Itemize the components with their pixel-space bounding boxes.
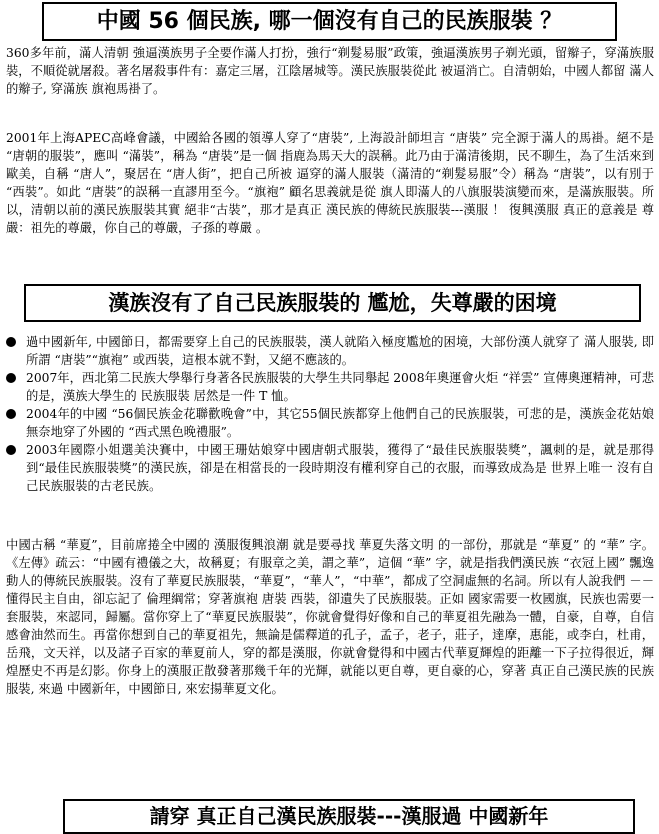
bullet-list — [6, 333, 654, 495]
bullet-dot-icon — [6, 445, 16, 455]
tangzhuang-paragraph: 2001年上海APEC高峰會議，中國給各國的領導人穿了“唐裝”, 上海設計師坦言 “唐裝” 完全源于滿人的馬褂。絕不是 “唐朝的服裝”，應叫 “滿裝”，稱為 “唐裝”是一個 指鹿為馬天大的誤稱。此乃由于滿清後期，民不聊生，為了生活來到歐美，自稱 “唐人”，聚居在 “唐人街”，把自己所被 逼穿的滿人服裝（滿清的“剃髮易服”令）稱為 “唐裝”，以有別于 “西裝”。如此 “唐裝”的誤稱一直謬用至今。“旗袍” 顧名思義就是從 旗人即滿人的八旗服裝演變而來，是滿族服裝。所以，清朝以前的漢民族服裝其實 絕非“古裝”，那才是真正 漢民族的傳統民族服裝---漢服 ！ 復興漢服 真正的意義是 尊嚴：祖先的尊嚴，你自己的尊嚴，子孫的尊嚴 。 — [6, 131, 654, 235]
bullet-dot-icon — [6, 373, 16, 383]
main-title: 中國 56 個民族, 哪一個沒有自己的民族服裝 ？ — [42, 2, 617, 41]
bullet-text: 2004年的中國 “56個民族金花聯歡晚會”中，其它55個民族都穿上他們自己的民族服裝，可悲的是，漢族金花姑娘 無奈地穿了外國的 “西式黑色晚禮服”。 — [26, 407, 654, 439]
bullet-item-56-nations-gala — [6, 405, 654, 441]
closing-title: 請穿 真正自己漢民族服裝---漢服過 中國新年 — [63, 799, 635, 834]
bullet-text: 2007年，西北第二民族大學舉行身著各民族服裝的大學生共同舉起 2008年奧運會火炬 “祥雲” 宣傳奧運精神，可悲的是，漢族大學生的 民族服裝 居然是一件 T 恤。 — [26, 371, 654, 403]
bullet-text: 過中國新年, 中國節日，都需要穿上自己的民族服裝，漢人就陷入極度尷尬的困境，大部份漢人就穿了 滿人服裝, 即所謂 “唐裝”“旗袍” 或西裝，這根本就不對，又絕不應該的。 — [26, 335, 654, 367]
bullet-dot-icon — [6, 337, 16, 347]
intro-paragraph: 360多年前，滿人清朝 強逼漢族男子全要作滿人打扮，強行“剃髮易服”政策，強逼漢族男子剃光頭，留辮子，穿滿族服裝，不順從就屠殺。著名屠殺事件有：嘉定三屠，江陰屠城等。漢民族服裝從此 被逼消亡。自清朝始，中國人都留 滿人的辮子, 穿滿族 旗袍馬褂了。 — [6, 46, 654, 96]
section-title-embarrassment: 漢族沒有了自己民族服裝的 尷尬，失尊嚴的困境 — [24, 284, 641, 322]
bullet-item-olympic-torch — [6, 369, 654, 405]
bullet-dot-icon — [6, 409, 16, 419]
huaxia-paragraph: 中國古稱 “華夏”，目前席捲全中國的 漢服復興浪潮 就是要尋找 華夏失落文明 的一部份，那就是 “華夏” 的 “華” 字。《左傳》疏云：“中國有禮儀之大，故稱夏；有服章之美，謂之華”，這個 “華” 字，就是指我們漢民族 “衣冠上國” 飄逸動人的傳統民族服裝。沒有了華夏民族服裝，“華夏”，“華人”，“中華”，都成了空洞虛無的名詞。所以有人說我們 －－ 懂得民主自由，卻忘記了 倫理綱常；穿著旗袍 唐裝 西裝，卻遺失了民族服裝。正如 國家需要一枚國旗，民族也需要一套服裝，來認同，歸屬。當你穿上了“華夏民族服裝”，你就會覺得好像和自己的華夏祖先融為一體，自豪，自尊，自信感會油然而生。再當你想到自己的華夏祖先，無論是儒釋道的孔子，孟子，老子，莊子，達摩，惠能，或李白，杜甫，岳飛，文天祥，以及諸子百家的華夏前人，穿的都是漢服，你就會覺得和中國古代華夏輝煌的距離一下子拉得很近，輝煌歷史不再是幻影。你身上的漢服正散發著那幾千年的光輝，就能以更自尊，更自豪的心，穿著 真正自己漢民族的民族服裝, 來過 中國新年，中國節日, 來宏揚華夏文化。 — [6, 538, 654, 696]
bullet-item-new-year — [6, 333, 654, 369]
bullet-text: 2003年國際小姐選美決賽中，中國王珊姑娘穿中國唐朝式服裝，獲得了“最佳民族服裝獎”，諷刺的是，就是那得到“最佳民族服裝獎”的漢民族，卻是在相當長的一段時期沒有權利穿自己的衣服，而導致成為是 世界上唯一 沒有自己民族服裝的古老民族。 — [26, 443, 654, 493]
bullet-item-miss-international — [6, 441, 654, 495]
